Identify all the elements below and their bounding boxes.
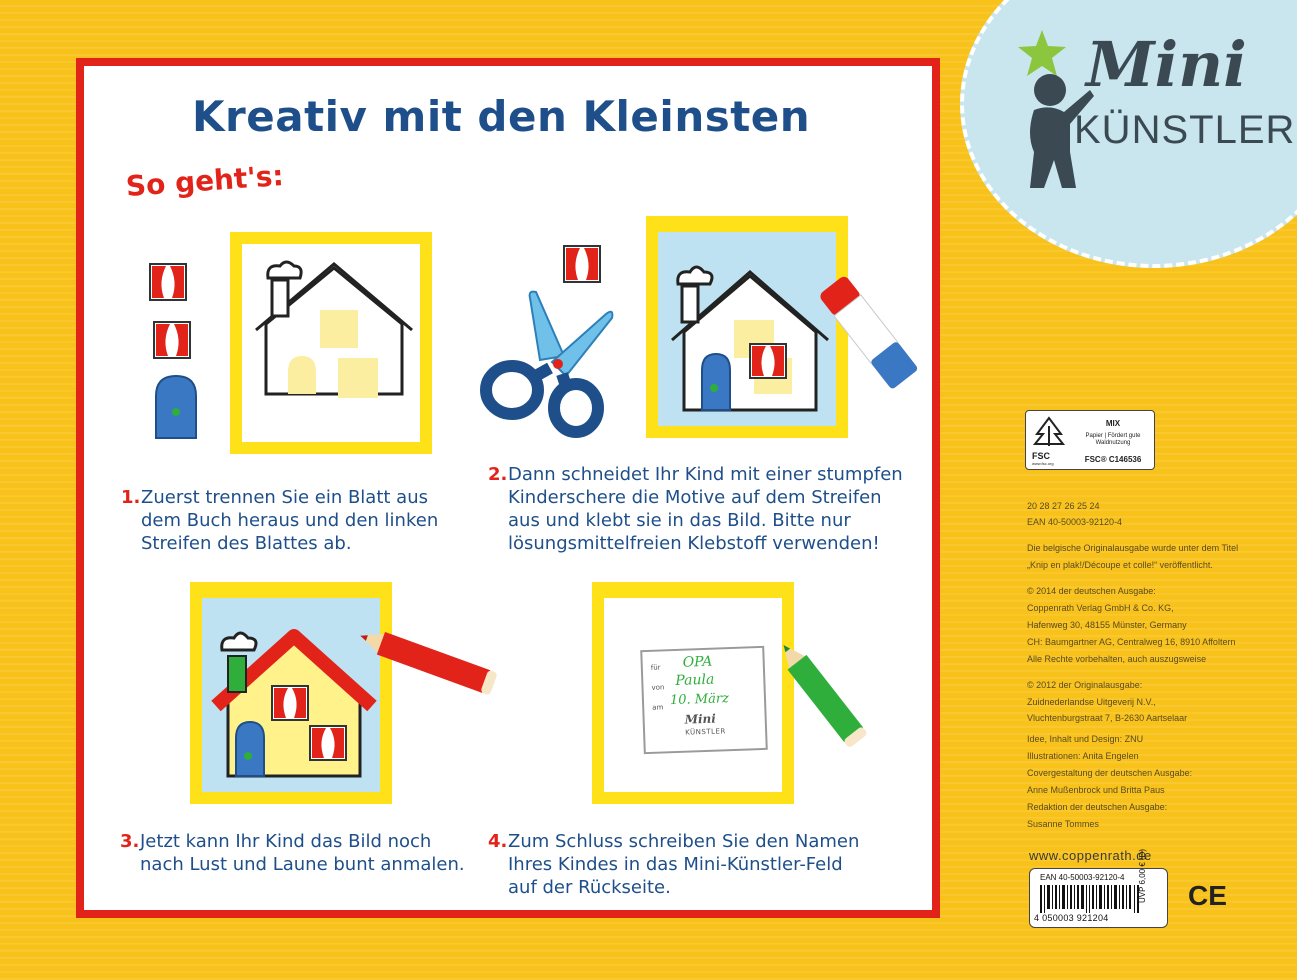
step-3-line-1: Jetzt kann Ihr Kind das Bild noch <box>140 831 432 852</box>
step-4-line-1: Zum Schluss schreiben Sie den Namen <box>508 831 860 852</box>
card-von-value: Paula <box>675 671 715 689</box>
copyright-orig-line-2: Zuidnederlandse Uitgeverij N.V., <box>1027 697 1156 707</box>
step-2-number: 2. <box>488 464 508 485</box>
glue-stick-icon <box>814 268 924 398</box>
credits-line-5: Redaktion der deutschen Ausgabe: <box>1027 802 1168 812</box>
copyright-de-line-4: CH: Baumgartner AG, Centralweg 16, 8910 Affoltern <box>1027 637 1236 647</box>
fsc-papier: Papier | Fördert gute Waldnutzung <box>1085 433 1141 446</box>
barcode-price: UVP 6,00 € (D) <box>1138 848 1147 903</box>
green-pencil-icon <box>756 628 886 758</box>
step-4-text <box>488 830 860 899</box>
step-1-line-3: Streifen des Blattes ab. <box>141 533 352 554</box>
barcode-digits: 4 050003 921204 <box>1034 913 1109 923</box>
card-am-value: 10. März <box>669 691 730 709</box>
fsc-logo-text: FSC <box>1032 451 1050 461</box>
step-1-line-1: Zuerst trennen Sie ein Blatt aus <box>141 487 428 508</box>
page-title: Kreativ mit den Kleinsten <box>192 92 811 141</box>
step-1-line-2: dem Buch heraus und den linken <box>141 510 439 531</box>
copyright-de-line-2: Coppenrath Verlag GmbH & Co. KG, <box>1027 603 1174 613</box>
brand-mini: Mini <box>1086 28 1247 101</box>
scissors-icon <box>480 290 620 440</box>
copyright-de-line-1: © 2014 der deutschen Ausgabe: <box>1027 586 1156 596</box>
step-2-text <box>488 463 903 555</box>
card-von-label: von <box>651 683 665 692</box>
card-fuer-value: OPA <box>682 653 713 671</box>
step-3-text <box>120 830 465 876</box>
step-2-line-4: lösungsmittelfreien Klebstoff verwenden! <box>508 533 880 554</box>
card-brand-mini: Mini <box>684 711 717 727</box>
step1-picture-frame <box>230 232 432 454</box>
ce-mark: CE <box>1188 880 1227 911</box>
step-2-line-2: Kinderschere die Motive auf dem Streifen <box>508 487 882 508</box>
credits-line-2: Illustrationen: Anita Engelen <box>1027 751 1139 761</box>
fsc-website: www.fsc.org <box>1032 461 1054 466</box>
step-3-line-2: nach Lust und Laune bunt anmalen. <box>140 854 465 875</box>
curtain-window-piece-3 <box>562 244 602 284</box>
card-am-label: am <box>652 703 664 712</box>
barcode-ean: EAN 40-50003-92120-4 <box>1040 873 1125 882</box>
card-brand-kuenstler: KÜNSTLER <box>684 727 726 737</box>
step-1-text <box>121 486 439 555</box>
name-card <box>640 646 768 754</box>
subtitle: So geht's: <box>124 159 285 203</box>
print-runs: 20 28 27 26 25 24 <box>1027 501 1100 511</box>
credits-line-3: Covergestaltung der deutschen Ausgabe: <box>1027 768 1193 778</box>
step-1-number: 1. <box>121 487 141 508</box>
step-4-number: 4. <box>488 831 508 852</box>
credits-line-6: Susanne Tommes <box>1027 819 1099 829</box>
step-4-line-2: Ihres Kindes in das Mini-Künstler-Feld <box>508 854 843 875</box>
copyright-orig-line-3: Vluchtenburgstraat 7, B-2630 Aartselaar <box>1027 713 1188 723</box>
credits-line-4: Anne Mußenbrock und Britta Paus <box>1027 785 1165 795</box>
brand-kuenstler: KÜNSTLER <box>1074 108 1296 152</box>
step-2-line-1: Dann schneidet Ihr Kind mit einer stumpfen <box>508 464 903 485</box>
copyright-orig-line-1: © 2012 der Originalausgabe: <box>1027 680 1143 690</box>
original-title-line-2: „Knip en plak!/Découpe et colle!“ veröffentlicht. <box>1027 560 1213 570</box>
imprint-ean: EAN 40-50003-92120-4 <box>1027 517 1123 527</box>
step-2-line-3: aus und klebt sie in das Bild. Bitte nur <box>508 510 851 531</box>
step-3-number: 3. <box>120 831 140 852</box>
step-4-line-3: auf der Rückseite. <box>508 877 671 898</box>
copyright-de-line-3: Hafenweg 30, 48155 Münster, Germany <box>1027 620 1187 630</box>
fsc-mix: MIX <box>1105 419 1121 428</box>
barcode-icon <box>1040 885 1140 915</box>
door-piece <box>154 374 198 440</box>
publisher-website: www.coppenrath.de <box>1029 848 1152 863</box>
card-fuer-label: für <box>650 663 661 672</box>
fsc-label <box>1025 410 1155 470</box>
red-pencil-icon <box>352 620 502 700</box>
curtain-window-piece-1 <box>148 262 188 302</box>
copyright-de-line-5: Alle Rechte vorbehalten, auch auszugsweise <box>1027 654 1207 664</box>
original-title-line-1: Die belgische Originalausgabe wurde unter dem Titel <box>1027 543 1239 553</box>
curtain-window-piece-2 <box>152 320 192 360</box>
credits-line-1: Idee, Inhalt und Design: ZNU <box>1027 734 1144 744</box>
fsc-code: FSC® C146536 <box>1084 455 1142 464</box>
